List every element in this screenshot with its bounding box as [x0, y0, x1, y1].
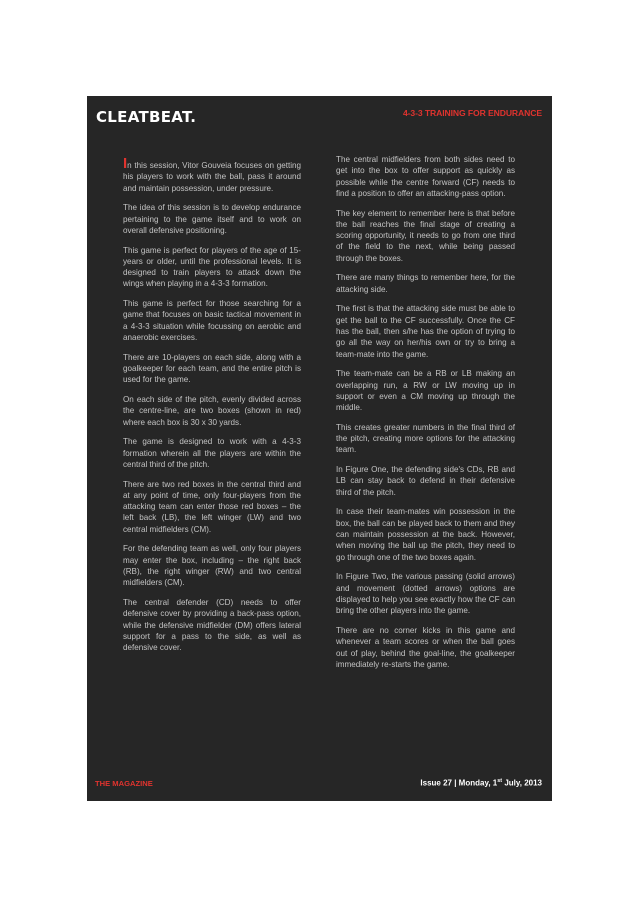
paragraph: There are no corner kicks in this game and whenever a team scores or when the ball goes out of play, behind the goal-line, the goalkeeper immediately re-starts the game.	[336, 625, 515, 669]
intro-paragraph	[123, 155, 301, 194]
paragraph: There are two red boxes in the central third and at any point of time, only four-players from the attacking team can enter those red boxes – the left back (LB), the left winger (LW) and two central midfielders (CM).	[123, 479, 301, 534]
issue-prefix: Issue 27 | Monday, 1	[420, 779, 498, 788]
paragraph: In case their team-mates win possession in the box, the ball can be played back to them and they can maintain possession at the back. However, when moving the ball up the pitch, they need to go through one of the two boxes again.	[336, 507, 515, 562]
paragraph: The game is designed to work with a 4-3-3 formation wherein all the players are within the central third of the pitch.	[123, 437, 301, 469]
drop-cap: I	[123, 155, 128, 172]
section-title: 4-3-3 TRAINING FOR ENDURANCE	[402, 108, 542, 118]
paragraph: The central defender (CD) needs to offer defensive cover by providing a back-pass option, while the defensive midfielder (DM) offers lateral support for a pass to the side, as well as defensive cover.	[123, 598, 301, 653]
paragraph: The central midfielders from both sides need to get into the box to offer support as quickly as possible while the centre forward (CF) needs to find a position to offer an attacking-pass option.	[336, 155, 515, 198]
paragraph: The first is that the attacking side must be able to get the ball to the CF successfully. Once the CF has the ball, then s/he has the option of trying to go all the way on her/his own or try to bring a team-mate into the game.	[336, 304, 515, 359]
issue-sup: st	[497, 778, 503, 785]
paragraph: The idea of this session is to develop endurance pertaining to the game itself and to work on overall defensive positioning.	[123, 203, 301, 235]
issue-info	[420, 778, 542, 788]
issue-suffix: July, 2013	[502, 779, 542, 788]
paragraph: There are many things to remember here, for the attacking side.	[336, 273, 515, 294]
magazine-page	[87, 96, 552, 801]
paragraph: There are 10-players on each side, along with a goalkeeper for each team, and the entire pitch is used for the game.	[123, 352, 301, 385]
paragraph: In Figure One, the defending side's CDs, RB and LB can stay back to defend in their defensive third of the pitch.	[336, 465, 515, 497]
paragraph: On each side of the pitch, evenly divided across the centre-line, are two boxes (shown in red) where each box is 30 x 30 yards.	[123, 395, 301, 427]
left-column	[123, 155, 301, 662]
intro-text: n this session, Vitor Gouveia focuses on getting his players to work with the ball, pass it around and maintain possession, under pressure.	[123, 161, 301, 193]
paragraph: This game is perfect for those searching for a game that focuses on basic tactical movement in a 4-3-3 situation while focussing on aerobic and anaerobic exercises.	[123, 299, 301, 343]
paragraph: In Figure Two, the various passing (solid arrows) and movement (dotted arrows) options are displayed to help you see exactly how the CF can bring the other players into the game.	[336, 572, 515, 616]
cleatbeat-logo: CLEATBEAT.	[96, 108, 197, 126]
paragraph: The key element to remember here is that before the ball reaches the final stage of creating a scoring opportunity, it needs to go from one third of the field to the next, while being passed through the boxes.	[336, 208, 515, 263]
paragraph: The team-mate can be a RB or LB making an overlapping run, a RW or LW moving up in support or even a CM moving up through the middle.	[336, 369, 515, 413]
paragraph: For the defending team as well, only four players may enter the box, including – the right back (RB), the right winger (RW) and two central midfielders (CM).	[123, 544, 301, 588]
right-column	[336, 154, 515, 678]
magazine-label: THE MAGAZINE	[95, 779, 153, 788]
paragraph: This creates greater numbers in the final third of the pitch, creating more options for the attacking team.	[336, 422, 515, 455]
paragraph: This game is perfect for players of the age of 15-years or older, until the professional levels. It is designed to train players to attack down the wings when playing in a 4-3-3 formation.	[123, 245, 301, 289]
